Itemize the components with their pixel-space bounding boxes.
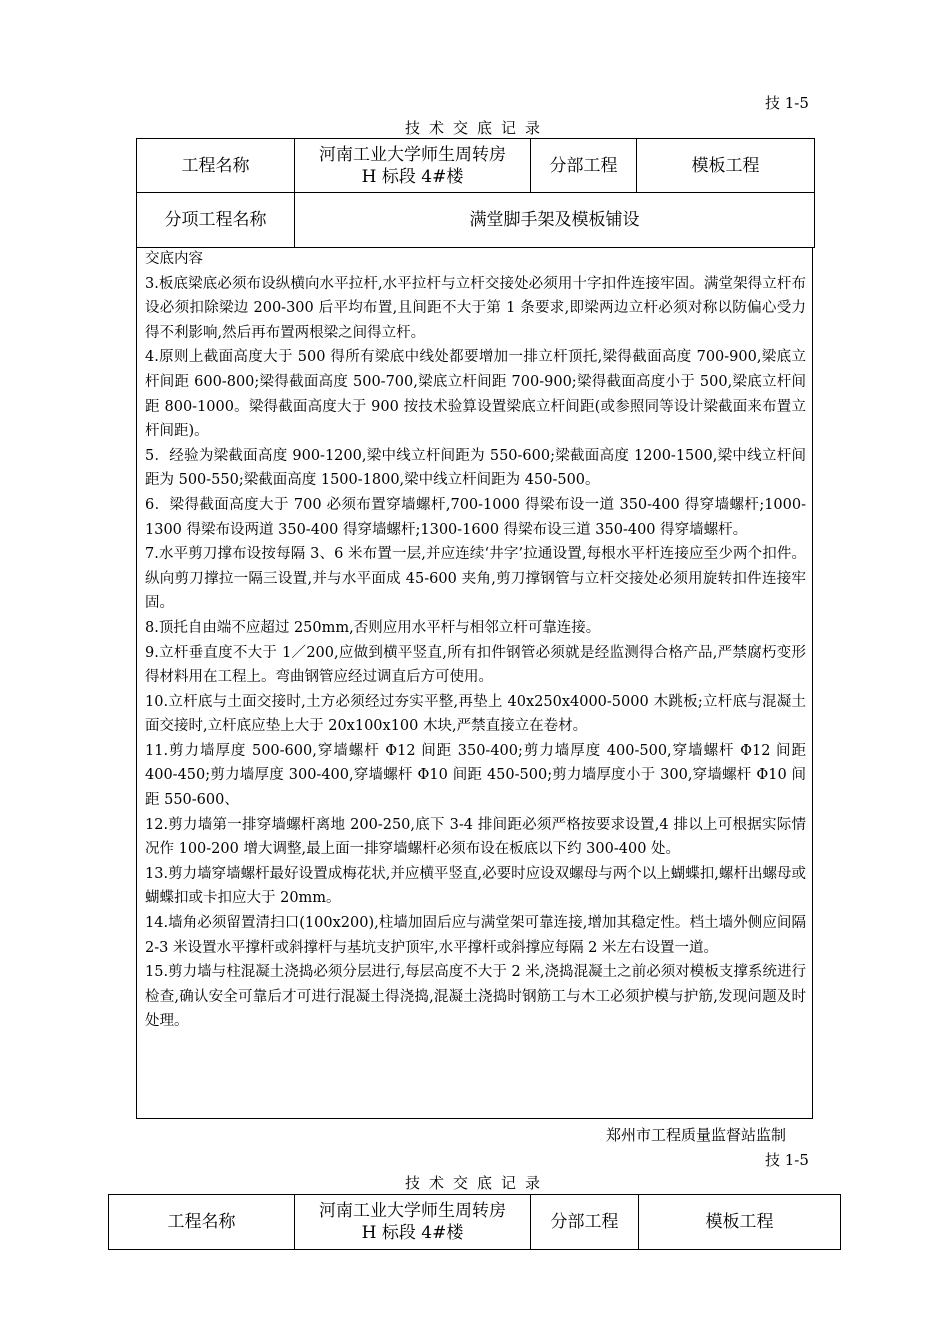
paragraph: 8.顶托自由端不应超过 250mm,否则应用水平杆与相邻立杆可靠连接。	[145, 619, 601, 636]
project-name-line1: 河南工业大学师生周转房	[319, 1201, 506, 1221]
division-value: 模板工程	[639, 1195, 841, 1250]
subitem-value: 满堂脚手架及模板铺设	[295, 193, 815, 248]
paragraph: 6．梁得截面高度大于 700 必须布置穿墙螺杆,700-1000 得梁布设一道 350-400 得穿墙螺杆;1000-1300 得梁布设两道 350-400 得穿墙螺杆;1300-1600 得梁布设三道 350-400 得穿墙螺杆。	[145, 496, 806, 538]
header-table	[136, 138, 815, 248]
division-label: 分部工程	[531, 1195, 639, 1250]
paragraph: 12.剪力墙第一排穿墙螺杆离地 200-250,底下 3-4 排间距必须严格按要求设置,4 排以上可根据实际情况作 100-200 增大调整,最上面一排穿墙螺杆必须布设在板底以下约 300-400 处。	[145, 816, 806, 858]
project-name-label: 工程名称	[109, 1195, 295, 1250]
paragraph: 11.剪力墙厚度 500-600,穿墙螺杆 Φ12 间距 350-400;剪力墙厚度 400-500,穿墙螺杆 Φ12 间距 400-450;剪力墙厚度 300-400,穿墙螺杆 Φ10 间距 450-500;剪力墙厚度小于 300,穿墙螺杆 Φ10 间距 550-600、	[145, 742, 806, 809]
footer-supervisor: 郑州市工程质量监督站监制	[606, 1126, 787, 1144]
project-name-label: 工程名称	[137, 139, 295, 193]
form-code: 技 1-5	[765, 94, 809, 112]
project-name-line2: H 标段 4#楼	[361, 166, 464, 187]
header-table	[108, 1194, 841, 1250]
disclosure-content	[136, 247, 813, 1119]
division-label: 分部工程	[531, 139, 637, 193]
project-name-line2: H 标段 4#楼	[361, 1223, 464, 1243]
division-value: 模板工程	[637, 139, 815, 193]
paragraph: 5．经验为梁截面高度 900-1200,梁中线立杆间距为 550-600;梁截面高度 1200-1500,梁中线立杆间距为 500-550;梁截面高度 1500-1800,梁中线立杆间距为 450-500。	[145, 447, 806, 489]
paragraph: 3.板底梁底必须布设纵横向水平拉杆,水平拉杆与立杆交接处必须用十字扣件连接牢固。满堂架得立杆布设必须扣除梁边 200-300 后平均布置,且间距不大于第 1 条要求,即梁两边立杆必须对称以防偏心受力得不利影响,然后再布置两根梁之间得立杆。	[145, 275, 806, 341]
project-name-line1: 河南工业大学师生周转房	[319, 144, 506, 165]
paragraph: 15.剪力墙与柱混凝土浇捣必须分层进行,每层高度不大于 2 米,浇捣混凝土之前必须对模板支撑系统进行检查,确认安全可靠后才可进行混凝土得浇捣,混凝土浇捣时钢筋工与木工必须护模与护筋,发现问题及时处理。	[145, 964, 806, 1030]
paragraph: 9.立杆垂直度不大于 1／200,应做到横平竖直,所有扣件钢管必须就是经监测得合格产品,严禁腐朽变形得材料用在工程上。弯曲钢管应经过调直后方可使用。	[145, 644, 806, 686]
form-code: 技 1-5	[765, 1151, 809, 1169]
subitem-label: 分项工程名称	[137, 193, 295, 248]
paragraph: 13.剪力墙穿墙螺杆最好设置成梅花状,并应横平竖直,必要时应设双螺母与两个以上蝴蝶扣,螺杆出螺母或蝴蝶扣或卡扣应大于 20mm。	[145, 865, 806, 907]
form-title: 技术交底记录	[405, 1174, 550, 1192]
content-label: 交底内容	[145, 251, 203, 267]
paragraph: 10.立杆底与土面交接时,土方必须经过夯实平整,再垫上 40x250x4000-5000 木跳板;立杆底与混凝土面交接时,立杆底应垫上大于 20x100x100 木块,严禁直接立在卷材。	[145, 693, 806, 735]
paragraph: 14.墙角必须留置清扫口(100x200),柱墙加固后应与满堂架可靠连接,增加其稳定性。档土墙外侧应间隔 2-3 米设置水平撑杆或斜撑杆与基坑支护顶牢,水平撑杆或斜撑应每隔 2 米左右设置一道。	[145, 915, 806, 956]
project-name-value	[295, 139, 531, 193]
project-name-value	[295, 1195, 531, 1250]
paragraph: 7.水平剪刀撑布设按每隔 3、6 米布置一层,并应连续‘井字’拉通设置,每根水平杆连接应至少两个扣件。纵向剪刀撑拉一隔三设置,并与水平面成 45-600 夹角,剪刀撑钢管与立杆交接处必须用旋转扣件连接牢固。	[145, 546, 806, 612]
paragraph: 4.原则上截面高度大于 500 得所有梁底中线处都要增加一排立杆顶托,梁得截面高度 700-900,梁底立杆间距 600-800;梁得截面高度 500-700,梁底立杆间距 700-900;梁得截面高度小于 500,梁底立杆间距 800-1000。梁得截面高度大于 900 按技术验算设置梁底立杆间距(或参照同等设计梁截面来布置立杆间距)。	[145, 349, 806, 440]
form-title: 技术交底记录	[405, 119, 550, 137]
